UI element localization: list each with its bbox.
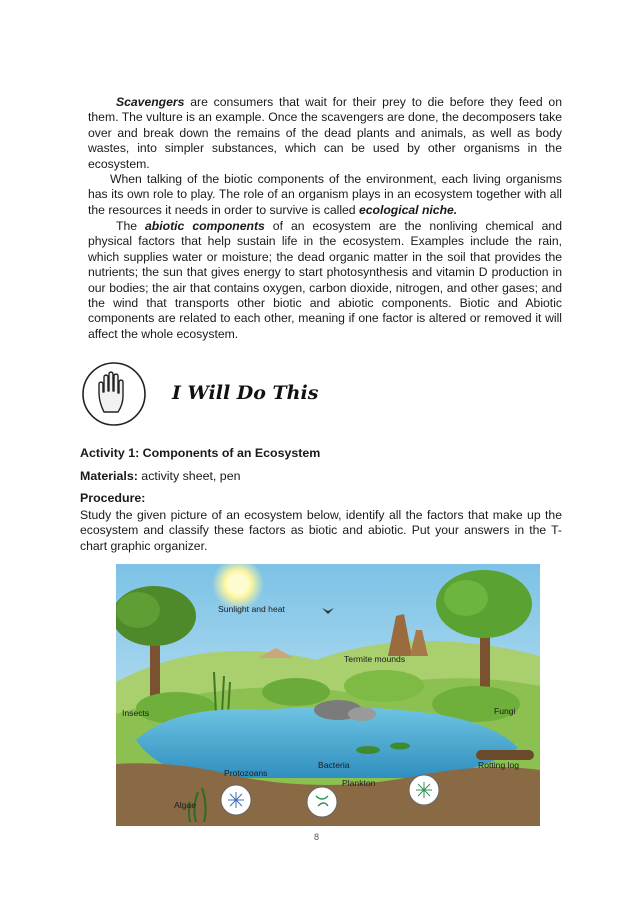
label-insects: Insects: [122, 708, 150, 718]
label-protozoans: Protozoans: [224, 768, 268, 778]
procedure-label: Procedure:: [80, 491, 146, 505]
bacteria-circle: [307, 787, 337, 817]
paragraph-ecological-niche: [88, 172, 562, 218]
label-bacteria: Bacteria: [318, 760, 350, 770]
hand-icon: [80, 360, 148, 428]
label-termite-mounds: Termite mounds: [344, 654, 406, 664]
materials-label: Materials:: [80, 469, 138, 483]
label-plankton: Plankton: [342, 778, 376, 788]
activity-title: Activity 1: Components of an Ecosystem: [80, 446, 321, 460]
rotting-log: [476, 750, 534, 760]
section-header: [80, 360, 560, 432]
term-abiotic-components: abiotic components: [145, 219, 265, 233]
paragraph-abiotic: [88, 219, 562, 342]
paragraph-niche-text: When talking of the biotic components of the environment, each living organisms has its own role to play. The role of an organism plays in an ecosystem together with all the resources it needs in order to survive is called: [88, 172, 562, 217]
page-number: 8: [314, 832, 320, 842]
term-scavengers: Scavengers: [116, 95, 185, 109]
sun: [227, 573, 249, 595]
materials-line: [80, 469, 240, 483]
paragraph-abiotic-text: of an ecosystem are the nonliving chemical and physical factors that help sustain life in the ecosystem. Examples include the rain, which supplies water or moisture; the dead organic matter in the soil that provides the nutrients; the sun that gives energy to start photosynthesis and vitamin D production in our bodies; the air that contains oxygen, carbon dioxide, nitrogen, and other gases; and the wind that transports other biotic and abiotic components. Biotic and Abiotic components are related to each other, meaning if one factor is altered or removed it will affect the whole ecosystem.: [88, 219, 562, 341]
section-title: I Will Do This: [172, 382, 319, 404]
term-ecological-niche: ecological niche.: [358, 202, 458, 217]
procedure-text: Study the given picture of an ecosystem below, identify all the factors that make up the ecosystem and classify these factors as biotic and abiotic. Put your answers in the T-chart graphic organizer.: [80, 508, 562, 553]
ecosystem-illustration: [116, 564, 540, 826]
label-algae: Algae: [174, 800, 196, 810]
label-fungi: Fungi: [494, 706, 516, 716]
label-rotting-log: Rotting log: [478, 760, 520, 770]
materials-value: activity sheet, pen: [137, 469, 241, 483]
paragraph-abiotic-lead: The: [116, 219, 146, 233]
paragraph-scavengers-text: are consumers that wait for their prey to die before they feed on them. The vulture is an example. Once the scavengers are done, the decomposers take over and break down the remains of the dead plants and animals, as well as body wastes, into simpler substances, which can be used by other organisms in the ecosystem.: [88, 95, 562, 171]
label-sunlight: Sunlight and heat: [218, 604, 285, 614]
paragraph-scavengers: [88, 95, 562, 172]
